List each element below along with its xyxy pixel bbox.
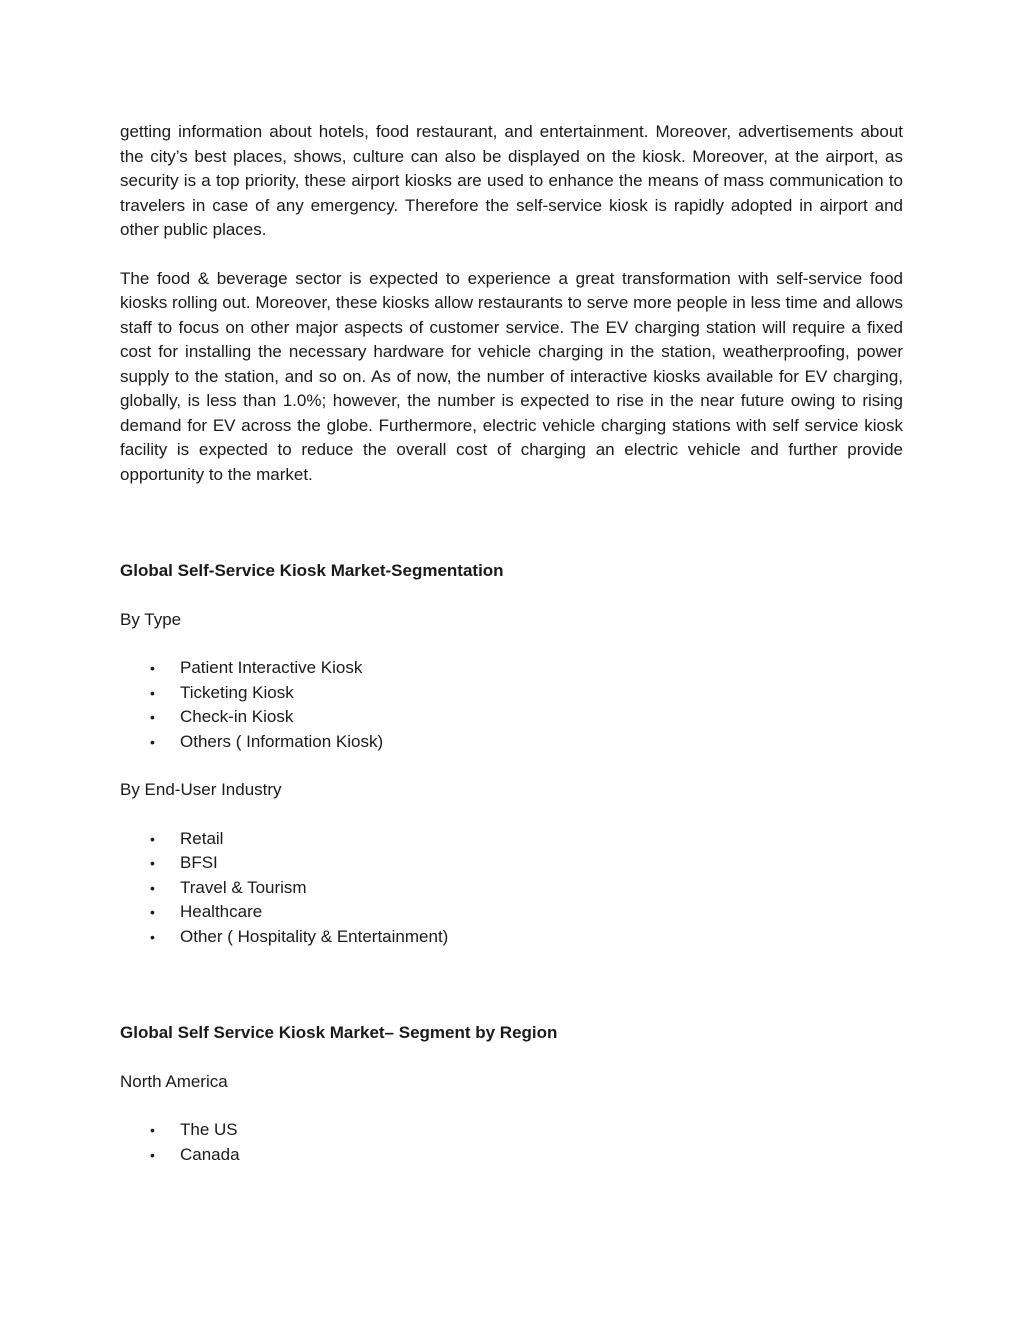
- bullet-icon: •: [150, 904, 155, 920]
- list-item: [120, 876, 903, 901]
- list-item: [120, 1118, 903, 1143]
- list-item-text: Travel & Tourism: [180, 877, 307, 897]
- bullet-icon: •: [150, 830, 155, 847]
- list-item: [120, 827, 903, 852]
- list-item: [120, 851, 903, 876]
- spacer: [120, 511, 903, 559]
- by-industry-list: [120, 827, 903, 950]
- bullet-icon: •: [150, 660, 155, 676]
- spacer: [120, 973, 903, 1021]
- bullet-icon: •: [150, 733, 155, 750]
- list-item-text: Ticketing Kiosk: [180, 682, 294, 702]
- document-page: [120, 120, 903, 1191]
- list-item-text: Others ( Information Kiosk): [180, 731, 384, 751]
- paragraph-food-beverage: The food & beverage sector is expected to experience a great transformation with self-service food kiosks rolling out. Moreover, these kiosks allow restaurants to serve more people in less time and allows staff to focus on other major aspects of customer service. The EV charging station will require a fixed cost for installing the necessary hardware for vehicle charging in the station, weatherproofing, power supply to the station, and so on. As of now, the number of interactive kiosks available for EV charging, globally, is less than 1.0%; however, the number is expected to rise in the near future owing to rising demand for EV across the globe. Furthermore, electric vehicle charging stations with self service kiosk facility is expected to reduce the overall cost of charging an electric vehicle and further provide opportunity to the market.: [120, 268, 903, 484]
- paragraph-kiosk-uses: getting information about hotels, food restaurant, and entertainment. Moreover, advertisements about the city’s best places, shows, culture can also be displayed on the kiosk. Moreover, at the airport, as security is a top priority, these airport kiosks are used to enhance the means of mass communication to travelers in case of any emergency. Therefore the self-service kiosk is rapidly adopted in airport and other public places.: [120, 122, 903, 239]
- bullet-icon: •: [150, 1146, 155, 1163]
- list-item-text: Other ( Hospitality & Entertainment): [180, 926, 449, 946]
- north-america-label: North America: [120, 1071, 228, 1091]
- by-industry-label: By End-User Industry: [120, 780, 282, 799]
- by-type-label: By Type: [120, 609, 182, 629]
- list-item-text: BFSI: [180, 853, 218, 872]
- list-item: [120, 900, 903, 925]
- list-item: [120, 656, 903, 681]
- list-item-text: Canada: [180, 1144, 240, 1164]
- list-item: [120, 925, 903, 950]
- list-item: [120, 730, 903, 755]
- bullet-icon: •: [150, 1122, 155, 1138]
- list-item-text: Patient Interactive Kiosk: [180, 658, 363, 677]
- list-item: [120, 1143, 903, 1168]
- north-america-list: [120, 1118, 903, 1167]
- list-item-text: The US: [180, 1120, 238, 1139]
- list-item-text: Retail: [180, 828, 224, 848]
- bullet-icon: •: [150, 879, 155, 896]
- segmentation-heading: Global Self-Service Kiosk Market-Segmentation: [120, 561, 504, 580]
- list-item: [120, 681, 903, 706]
- bullet-icon: •: [150, 928, 155, 945]
- bullet-icon: •: [150, 855, 155, 871]
- region-heading: Global Self Service Kiosk Market– Segment by Region: [120, 1023, 558, 1042]
- by-type-list: [120, 656, 903, 754]
- list-item-text: Check-in Kiosk: [180, 707, 294, 726]
- list-item: [120, 705, 903, 730]
- bullet-icon: •: [150, 709, 155, 725]
- list-item-text: Healthcare: [180, 902, 263, 921]
- bullet-icon: •: [150, 684, 155, 701]
